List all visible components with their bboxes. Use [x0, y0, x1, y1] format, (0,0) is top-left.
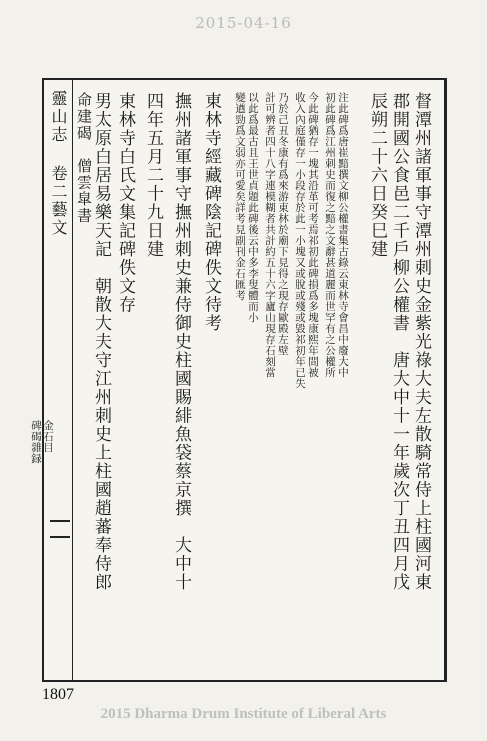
text-column-1: 督潭州諸軍事守潭州刺史金紫光祿大夫左散騎常侍上柱國河東 [411, 92, 431, 592]
edge-subtitle [30, 420, 41, 464]
watermark-footer: 2015 Dharma Drum Institute of Liberal Arts [100, 706, 387, 722]
text-column-4: 撫州諸軍事守撫州刺史兼侍御史柱國賜緋魚袋蔡京撰 大中十 [171, 92, 191, 592]
annotation-line: 初此碑爲江州刺史而復之黯之文辭甚道麗而世罕有之公權所 [324, 92, 337, 378]
annotation-column-pair-1 [324, 92, 348, 378]
edge-book-title: 靈山志 [49, 90, 68, 144]
annotation-column-pair-4 [234, 92, 258, 323]
text-column-6: 男太原白居易樂天記 朝散大夫守江州刺史上柱國趙蕃奉侍郎 [91, 92, 111, 592]
page-frame [30, 78, 447, 682]
annotation-line: 注此碑爲唐崔黯撰文柳公權書集古錄云東林寺會昌中廢大中 [337, 92, 350, 378]
annotation-line: 收入內庭僅存一小段存於此一小塊又或脫或殘或毀祁初年已失 [294, 92, 307, 389]
text-column-2: 郡開國公食邑二千戶柳公權書 唐大中十一年歲次丁丑四月戊 [389, 92, 409, 592]
annotation-line: 今此碑猶存一塊其沿革可考焉祁初此碑損爲多塊康熙年間被 [307, 92, 320, 378]
annotation-line: 以此爲最古且王世貞題此碑後云中多李叟體而小 [247, 92, 260, 323]
text-column-3: 辰朔二十六日癸巳建 [367, 92, 387, 259]
edge-title [49, 90, 70, 237]
edge-subtitle-a: 金石目 [42, 420, 55, 453]
annotation-line: 變遒勁爲文弱亦可愛矣詳考見副刊金石匯考 [234, 92, 247, 301]
text-column-5: 四年五月二十九日建 [143, 92, 163, 259]
watermark-date: 2015-04-16 [195, 14, 292, 32]
text-column-entry-heading: 東林寺經藏碑陰記碑佚文待考 [201, 92, 221, 333]
text-column-7: 命建碣 僧雲皐書 [75, 92, 93, 224]
edge-fishtail-mark [50, 520, 70, 538]
annotation-column-pair-3 [264, 92, 288, 378]
edge-subtitle-b: 碑碣雜録 [30, 420, 43, 464]
annotation-column-pair-2 [294, 92, 318, 389]
annotation-line: 乃於己丑冬康有爲來游東林於廟下見得之現存歐殿左壁 [277, 92, 290, 356]
edge-subtitle [42, 420, 53, 453]
edge-volume: 卷二藝文 [49, 165, 68, 237]
annotation-line: 計可辨者四十八字連模糊者共計約五十六字廬山現存石刻當 [264, 92, 277, 378]
text-column-entry-heading: 東林寺白氏文集記碑佚文存 [115, 92, 135, 314]
page-number: 1807 [42, 686, 74, 703]
